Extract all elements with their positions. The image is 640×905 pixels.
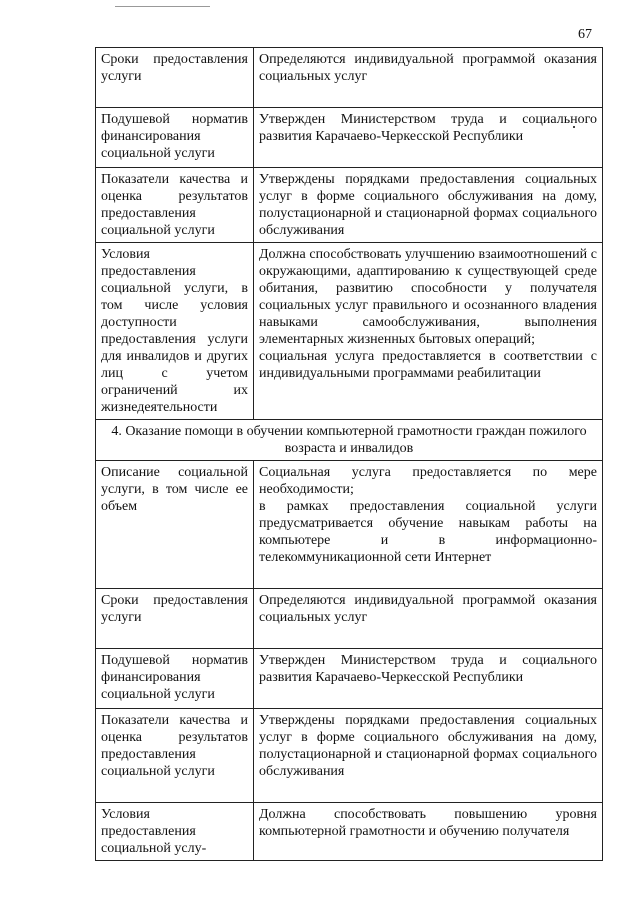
table-row (96, 803, 603, 861)
page-number: 67 (578, 27, 592, 42)
cell-spacer (259, 626, 597, 645)
value-paragraph: Утвержден Министерством труда и социального развития Карачаево-Черкесской Республики (259, 112, 597, 144)
section-header: 4. Оказание помощи в обучении компьютерной грамотности граждан пожилого возраста и инвалидов (96, 420, 603, 461)
value-cell (254, 108, 603, 168)
table-row (96, 48, 603, 108)
table-row (96, 709, 603, 803)
parameter-cell: Подушевой норматив финансирования социальной услуги (96, 649, 254, 709)
parameter-cell: Сроки предоставления услуги (96, 48, 254, 108)
value-cell (254, 649, 603, 709)
table-row (96, 649, 603, 709)
cell-spacer (259, 145, 597, 164)
value-cell (254, 461, 603, 589)
parameter-cell: Подушевой норматив финансирования социальной услуги (96, 108, 254, 168)
value-paragraph: в рамках предоставления социальной услуги предусматривается обучение навыкам работы на компьютере и в информационно-телекоммуникационной сети Интернет (259, 499, 597, 565)
value-paragraph: Утвержден Министерством труда и социального развития Карачаево-Черкесской Республики (259, 653, 597, 685)
parameter-cell: Показатели качества и оценка результатов предоставления социальной услуги (96, 168, 254, 243)
value-paragraph: Определяются индивидуальной программой оказания социальных услуг (259, 52, 597, 84)
cell-spacer (259, 566, 597, 585)
table-row (96, 589, 603, 649)
value-paragraph: Должна способствовать улучшению взаимоотношений с окружающими, адаптированию к существующей среде обитания, развитию способности у получателя социальных услуг правильного и осознанного владения навыками самообслуживания, выполнения элементарных жизненных бытовых операций; (259, 247, 597, 347)
table-row (96, 168, 603, 243)
value-cell (254, 48, 603, 108)
value-cell (254, 168, 603, 243)
parameter-cell: Условия предоставления социальной услуги, в том числе условия доступности предоставления услуги для инвалидов и других лиц с учетом ограничений их жизнедеятельности (96, 243, 254, 420)
value-paragraph: Социальная услуга предоставляется по мере необходимости; (259, 465, 597, 497)
parameter-cell: Показатели качества и оценка результатов предоставления социальной услуги (96, 709, 254, 803)
value-cell (254, 709, 603, 803)
cell-spacer (259, 686, 597, 705)
cell-spacer (259, 85, 597, 104)
table-row (96, 461, 603, 589)
value-cell (254, 589, 603, 649)
parameter-cell: Описание социальной услуги, в том числе ее объем (96, 461, 254, 589)
table-row (96, 243, 603, 420)
value-paragraph: Определяются индивидуальной программой оказания социальных услуг (259, 593, 597, 625)
table-body (96, 48, 603, 861)
value-cell (254, 803, 603, 861)
value-cell (254, 243, 603, 420)
value-paragraph: Утверждены порядками предоставления социальных услуг в форме социального обслуживания на дому, полустационарной и стационарной формах социального обслуживания (259, 172, 597, 238)
parameter-cell: Условия предоставления социальной услу- (96, 803, 254, 861)
table-row (96, 108, 603, 168)
cell-spacer (259, 780, 597, 799)
value-paragraph: Утверждены порядками предоставления социальных услуг в форме социального обслуживания на дому, полустационарной и стационарной формах социального обслуживания (259, 713, 597, 779)
top-rule (115, 6, 210, 7)
value-paragraph: социальная услуга предоставляется в соответствии с индивидуальными программами реабилитации (259, 349, 597, 381)
value-paragraph: Должна способствовать повышению уровня компьютерной грамотности и обучению получателя (259, 807, 597, 839)
parameter-cell: Сроки предоставления услуги (96, 589, 254, 649)
section-header-row (96, 420, 603, 461)
services-table (95, 47, 603, 861)
